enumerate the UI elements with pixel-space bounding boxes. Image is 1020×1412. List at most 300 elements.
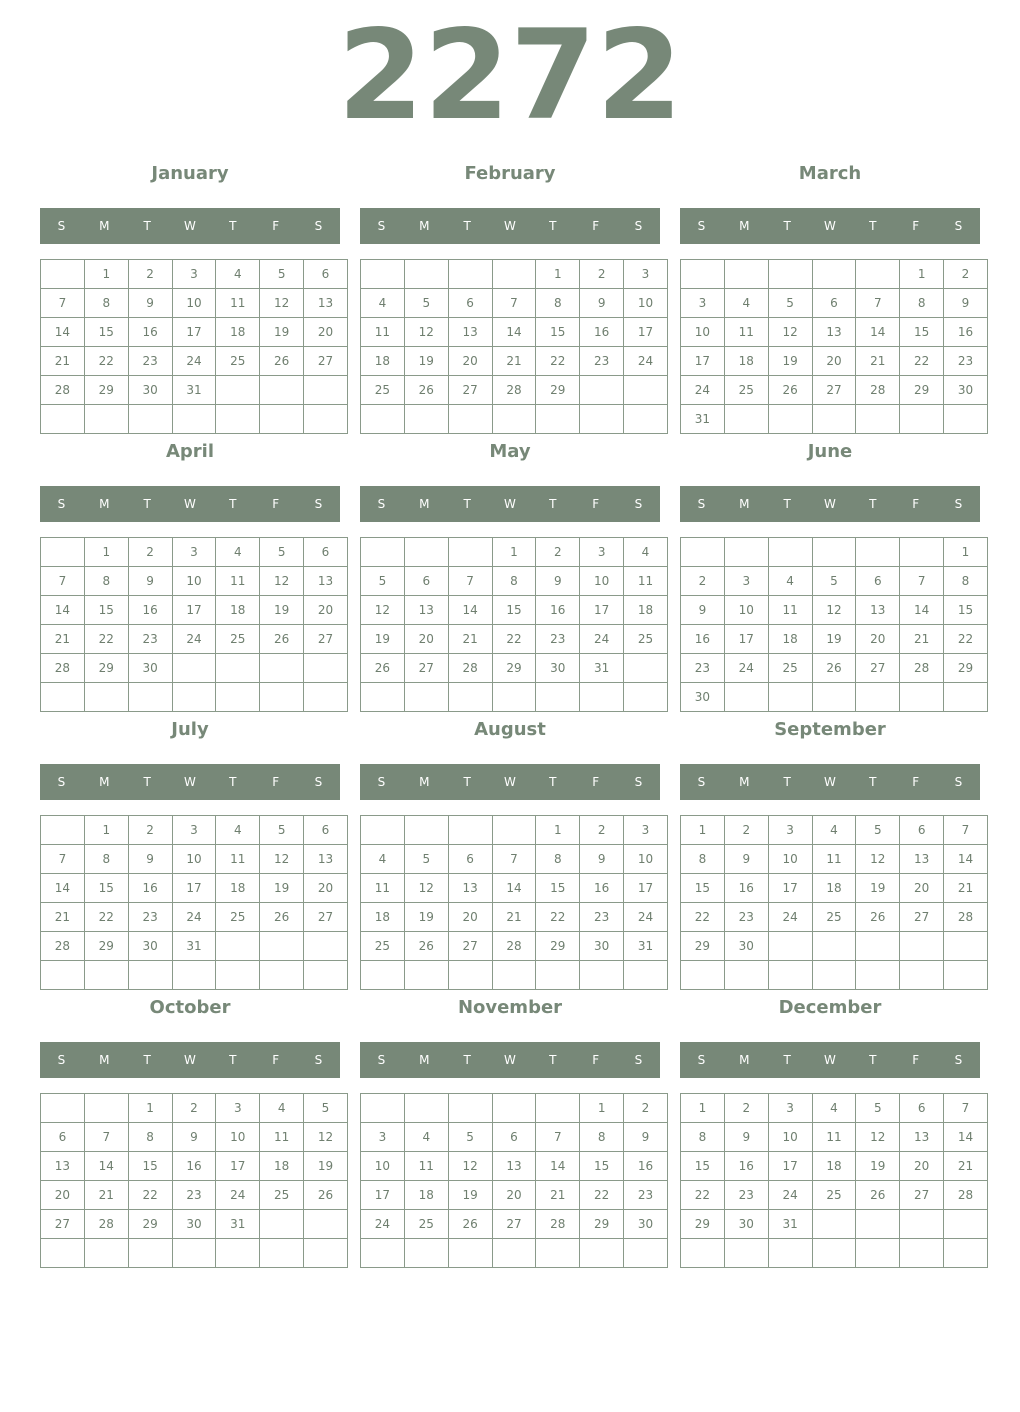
empty-day-cell [580,961,624,990]
weekday-label: M [99,1053,110,1067]
day-cell: 29 [492,654,536,683]
day-cell: 21 [448,625,492,654]
day-cell: 4 [216,816,260,845]
empty-day-cell [260,683,304,712]
day-cell: 11 [812,1123,856,1152]
day-cell: 21 [41,903,85,932]
empty-day-cell [724,405,768,434]
weekday-label: F [912,775,920,789]
week-row [361,596,668,625]
weekday-label: T [549,219,557,233]
day-cell: 6 [304,538,348,567]
empty-day-cell [624,654,668,683]
empty-day-cell [492,1239,536,1268]
empty-day-cell [624,961,668,990]
day-cell: 16 [944,318,988,347]
empty-day-cell [900,405,944,434]
day-cell: 7 [900,567,944,596]
empty-day-cell [448,1239,492,1268]
day-cell: 26 [404,376,448,405]
weekday-label: F [272,219,280,233]
week-row [681,1123,988,1152]
empty-day-cell [216,683,260,712]
weekday-label: S [314,1053,323,1067]
day-cell: 15 [84,318,128,347]
day-cell: 1 [580,1094,624,1123]
day-cell: 6 [304,260,348,289]
day-cell: 28 [900,654,944,683]
empty-day-cell [448,405,492,434]
day-cell: 11 [624,567,668,596]
day-cell: 12 [361,596,405,625]
empty-day-cell [812,538,856,567]
day-cell: 30 [580,932,624,961]
day-cell: 16 [536,596,580,625]
day-cell: 5 [812,567,856,596]
day-cell: 22 [580,1181,624,1210]
day-cell: 12 [404,318,448,347]
week-row [681,260,988,289]
day-cell: 20 [900,874,944,903]
empty-day-cell [681,538,725,567]
day-cell: 22 [128,1181,172,1210]
empty-day-cell [900,683,944,712]
month-name: January [151,163,229,184]
empty-day-cell [128,683,172,712]
month-name: August [474,719,546,740]
day-cell: 31 [624,932,668,961]
day-cell: 8 [580,1123,624,1152]
weekday-label: S [954,775,963,789]
day-cell: 27 [304,625,348,654]
weekday-label: T [463,497,471,511]
day-cell: 31 [172,376,216,405]
week-row [361,405,668,434]
day-cell: 2 [580,816,624,845]
day-cell: 20 [856,625,900,654]
day-cell: 10 [624,289,668,318]
day-cell: 20 [304,596,348,625]
empty-day-cell [41,1094,85,1123]
empty-day-cell [260,1210,304,1239]
day-cell: 22 [900,347,944,376]
day-cell: 15 [128,1152,172,1181]
day-cell: 20 [404,625,448,654]
day-cell: 19 [856,874,900,903]
weekday-label: W [184,1053,196,1067]
week-row [361,845,668,874]
week-row [41,1239,348,1268]
weekday-label: S [57,775,66,789]
day-cell: 1 [492,538,536,567]
day-cell: 27 [856,654,900,683]
empty-day-cell [856,932,900,961]
day-cell: 2 [128,816,172,845]
empty-day-cell [944,932,988,961]
empty-day-cell [944,405,988,434]
day-cell: 9 [536,567,580,596]
day-cell: 24 [361,1210,405,1239]
empty-day-cell [492,816,536,845]
day-cell: 7 [944,816,988,845]
empty-day-cell [84,405,128,434]
empty-day-cell [84,961,128,990]
weekday-label: W [824,1053,836,1067]
day-cell: 19 [304,1152,348,1181]
weekday-label: F [272,497,280,511]
day-cell: 20 [448,903,492,932]
day-cell: 14 [41,874,85,903]
day-cell: 11 [361,318,405,347]
empty-day-cell [361,1094,405,1123]
day-cell: 16 [724,874,768,903]
day-cell: 13 [492,1152,536,1181]
weekday-label: S [697,219,706,233]
empty-day-cell [580,405,624,434]
day-cell: 24 [624,903,668,932]
day-cell: 31 [768,1210,812,1239]
day-cell: 4 [812,1094,856,1123]
day-cell: 15 [84,874,128,903]
weekday-label: F [272,775,280,789]
week-row [41,845,348,874]
day-cell: 26 [812,654,856,683]
day-cell: 27 [41,1210,85,1239]
empty-day-cell [681,260,725,289]
month-name: September [774,719,886,740]
day-cell: 25 [624,625,668,654]
day-cell: 18 [361,903,405,932]
empty-day-cell [768,538,812,567]
week-row [41,1210,348,1239]
day-cell: 28 [84,1210,128,1239]
year-title: 2272 [337,4,683,148]
empty-day-cell [216,376,260,405]
weekday-label: T [143,219,151,233]
day-cell: 8 [128,1123,172,1152]
day-cell: 27 [900,1181,944,1210]
day-cell: 9 [128,289,172,318]
week-row [41,376,348,405]
week-row [41,816,348,845]
empty-day-cell [128,1239,172,1268]
day-cell: 3 [172,538,216,567]
day-cell: 18 [404,1181,448,1210]
weekday-label: M [739,1053,750,1067]
day-cell: 10 [768,845,812,874]
day-cell: 16 [724,1152,768,1181]
empty-day-cell [536,405,580,434]
day-cell: 27 [448,932,492,961]
day-cell: 14 [944,1123,988,1152]
day-cell: 25 [768,654,812,683]
day-cell: 9 [724,1123,768,1152]
day-cell: 19 [404,903,448,932]
empty-day-cell [128,405,172,434]
day-cell: 1 [944,538,988,567]
day-cell: 12 [856,1123,900,1152]
day-cell: 18 [361,347,405,376]
weekday-header [40,208,340,244]
day-cell: 28 [41,654,85,683]
day-cell: 10 [172,567,216,596]
week-row [361,625,668,654]
day-cell: 6 [900,816,944,845]
day-cell: 19 [768,347,812,376]
weekday-label: W [504,775,516,789]
day-cell: 21 [41,347,85,376]
week-row [41,654,348,683]
week-row [41,405,348,434]
day-cell: 30 [944,376,988,405]
day-cell: 23 [172,1181,216,1210]
day-cell: 24 [724,654,768,683]
weekday-label: F [592,775,600,789]
day-cell: 22 [84,347,128,376]
day-cell: 20 [304,318,348,347]
day-cell: 23 [681,654,725,683]
weekday-label: S [314,497,323,511]
empty-day-cell [404,816,448,845]
empty-day-cell [404,1094,448,1123]
empty-day-cell [172,1239,216,1268]
day-cell: 18 [812,874,856,903]
day-cell: 8 [536,845,580,874]
day-cell: 9 [580,289,624,318]
day-cell: 28 [536,1210,580,1239]
weekday-label: S [377,1053,386,1067]
day-cell: 3 [172,816,216,845]
day-cell: 11 [216,567,260,596]
weekday-header [40,764,340,800]
week-row [41,289,348,318]
weekday-header [680,208,980,244]
weekday-label: T [143,1053,151,1067]
empty-day-cell [681,1239,725,1268]
weekday-label: T [783,1053,791,1067]
empty-day-cell [536,961,580,990]
weekday-label: S [697,775,706,789]
week-row [681,625,988,654]
weekday-label: S [954,219,963,233]
empty-day-cell [724,961,768,990]
week-row [681,683,988,712]
day-cell: 23 [944,347,988,376]
day-cell: 29 [128,1210,172,1239]
empty-day-cell [260,376,304,405]
month-name: June [807,441,853,462]
day-cell: 14 [41,318,85,347]
empty-day-cell [361,816,405,845]
day-cell: 6 [448,289,492,318]
empty-day-cell [768,932,812,961]
empty-day-cell [304,683,348,712]
day-cell: 6 [41,1123,85,1152]
day-cell: 9 [172,1123,216,1152]
day-cell: 19 [856,1152,900,1181]
empty-day-cell [304,1239,348,1268]
day-cell: 5 [768,289,812,318]
weekday-label: T [869,219,877,233]
empty-day-cell [856,961,900,990]
day-cell: 17 [768,874,812,903]
day-cell: 21 [41,625,85,654]
day-cell: 19 [260,596,304,625]
day-cell: 21 [492,347,536,376]
day-cell: 3 [768,816,812,845]
week-row [681,903,988,932]
week-row [681,1210,988,1239]
empty-day-cell [536,683,580,712]
weekday-label: F [912,1053,920,1067]
weekday-label: T [229,219,237,233]
empty-day-cell [128,961,172,990]
empty-day-cell [580,1239,624,1268]
day-cell: 3 [361,1123,405,1152]
day-cell: 22 [536,903,580,932]
week-row [41,567,348,596]
day-cell: 28 [492,932,536,961]
day-cell: 18 [216,318,260,347]
empty-day-cell [724,260,768,289]
weekday-label: M [99,775,110,789]
day-cell: 17 [172,596,216,625]
day-cell: 27 [304,903,348,932]
empty-day-cell [624,376,668,405]
day-cell: 6 [404,567,448,596]
day-cell: 2 [724,1094,768,1123]
day-grid [680,815,988,990]
week-row [361,1210,668,1239]
day-cell: 4 [361,845,405,874]
day-cell: 8 [944,567,988,596]
empty-day-cell [260,961,304,990]
empty-day-cell [768,260,812,289]
month-name: April [165,441,215,462]
week-row [681,1152,988,1181]
empty-day-cell [944,961,988,990]
week-row [41,1094,348,1123]
day-cell: 17 [580,596,624,625]
day-cell: 16 [580,874,624,903]
week-row [361,1239,668,1268]
day-cell: 13 [812,318,856,347]
empty-day-cell [812,1210,856,1239]
day-cell: 29 [536,376,580,405]
weekday-label: W [824,219,836,233]
day-cell: 27 [900,903,944,932]
day-cell: 11 [361,874,405,903]
day-cell: 15 [492,596,536,625]
day-cell: 18 [216,874,260,903]
day-cell: 13 [448,318,492,347]
empty-day-cell [681,961,725,990]
day-cell: 21 [944,874,988,903]
weekday-label: T [783,775,791,789]
day-cell: 6 [492,1123,536,1152]
weekday-label: W [184,775,196,789]
day-cell: 19 [260,318,304,347]
day-cell: 11 [768,596,812,625]
week-row [681,347,988,376]
day-cell: 23 [128,347,172,376]
day-cell: 24 [768,903,812,932]
week-row [41,1181,348,1210]
weekday-label: T [549,775,557,789]
day-cell: 10 [172,845,216,874]
day-cell: 27 [404,654,448,683]
weekday-label: T [783,497,791,511]
day-cell: 26 [856,1181,900,1210]
weekday-label: S [634,1053,643,1067]
day-cell: 4 [216,538,260,567]
day-cell: 18 [724,347,768,376]
day-cell: 21 [536,1181,580,1210]
weekday-label: M [419,497,430,511]
day-cell: 26 [260,903,304,932]
day-cell: 17 [681,347,725,376]
day-cell: 5 [361,567,405,596]
day-cell: 24 [768,1181,812,1210]
empty-day-cell [304,654,348,683]
empty-day-cell [536,1094,580,1123]
day-cell: 7 [944,1094,988,1123]
empty-day-cell [361,405,405,434]
day-cell: 6 [856,567,900,596]
day-cell: 28 [492,376,536,405]
day-cell: 13 [856,596,900,625]
weekday-label: M [739,775,750,789]
weekday-label: S [377,775,386,789]
day-cell: 29 [536,932,580,961]
day-cell: 10 [624,845,668,874]
day-cell: 16 [624,1152,668,1181]
weekday-header [360,486,660,522]
weekday-label: S [377,497,386,511]
day-cell: 24 [216,1181,260,1210]
empty-day-cell [812,961,856,990]
day-cell: 24 [172,347,216,376]
weekday-label: S [634,775,643,789]
week-row [41,1123,348,1152]
day-cell: 12 [260,289,304,318]
day-cell: 17 [361,1181,405,1210]
day-cell: 27 [492,1210,536,1239]
weekday-label: T [229,775,237,789]
day-cell: 15 [580,1152,624,1181]
day-cell: 9 [724,845,768,874]
day-cell: 25 [812,903,856,932]
day-grid [680,1093,988,1268]
week-row [681,376,988,405]
day-cell: 24 [172,903,216,932]
day-cell: 3 [172,260,216,289]
day-cell: 14 [41,596,85,625]
day-cell: 31 [172,932,216,961]
weekday-header [680,1042,980,1078]
weekday-label: T [869,497,877,511]
week-row [361,932,668,961]
day-cell: 15 [681,874,725,903]
day-cell: 3 [624,816,668,845]
day-cell: 21 [84,1181,128,1210]
weekday-label: S [314,775,323,789]
day-cell: 3 [768,1094,812,1123]
week-row [361,567,668,596]
weekday-header [680,764,980,800]
day-cell: 7 [448,567,492,596]
empty-day-cell [812,683,856,712]
